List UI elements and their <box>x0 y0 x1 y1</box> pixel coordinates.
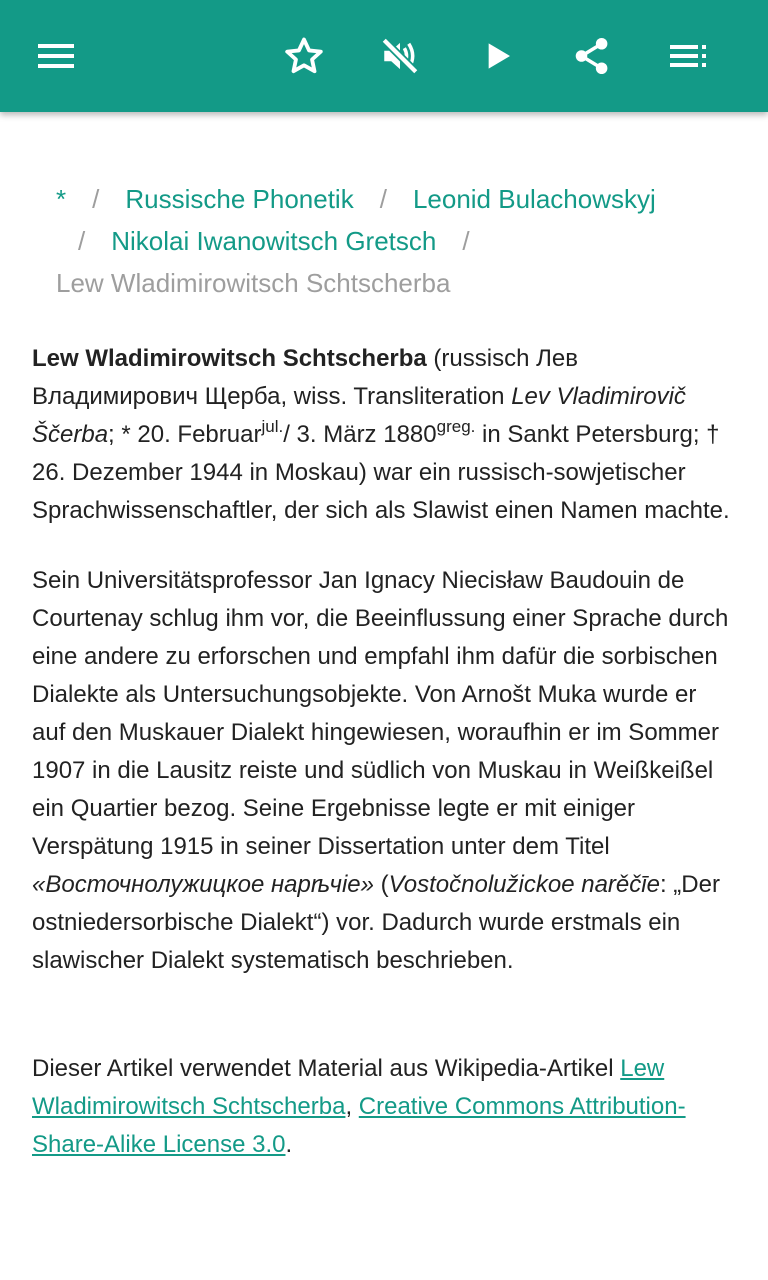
article-body <box>32 340 736 1164</box>
breadcrumb-separator: / <box>462 226 470 256</box>
share-button[interactable] <box>560 24 624 88</box>
text-run: , <box>345 1093 359 1120</box>
app-bar <box>0 0 768 112</box>
article-subject-name: Lew Wladimirowitsch Schtscherba <box>32 345 427 372</box>
text-run: Sein Universitätsprofessor Jan Ignacy Niecisław Baudouin de Courtenay schlug ihm vor, die Beeinflussung einer Sprache durch eine andere zu erforschen und empfahl ihm dafür die sorbischen Dialekte als Untersuchungsobjekte. Von Arnošt Muka wurde er auf den Muskauer Dialekt hingewiesen, woraufhin er im Sommer 1907 in die Lausitz reiste und südlich von Muskau in Weißkeißel ein Quartier bezog. Seine Ergebnisse legte er mit einiger Verspätung 1915 in seiner Dissertation unter dem Titel <box>32 567 729 860</box>
breadcrumb <box>56 178 736 304</box>
breadcrumb-home-link[interactable]: * <box>56 184 67 214</box>
dissertation-title-russian: «Восточнолужицкое нарѣчіе» <box>32 871 374 898</box>
julian-marker: jul. <box>261 417 284 436</box>
breadcrumb-separator: / <box>379 184 387 214</box>
menu-button[interactable] <box>24 24 88 88</box>
star-outline-icon <box>283 35 325 77</box>
text-run: in Sankt Petersburg; † 26. Dezember 1944 in Moskau) war ein russisch-sowjetischer Sprachwissenschaftler, der sich als Slawist einen Namen machte. <box>32 421 730 524</box>
article-attribution <box>32 1050 736 1164</box>
dissertation-title-transliteration: Vostočnolužickoe narěčīe <box>388 871 660 898</box>
breadcrumb-row <box>56 220 736 262</box>
text-run: Dieser Artikel verwendet Material aus Wikipedia-Artikel <box>32 1055 621 1082</box>
wikipedia-article-link[interactable]: Lew Wladimirowitsch Schtscherba <box>32 1055 665 1120</box>
gregorian-marker: greg. <box>436 417 476 436</box>
license-link[interactable]: Creative Commons Attribution-Share-Alike License 3.0 <box>32 1093 686 1158</box>
text-run: (russisch Лев Владимирович Щерба, wiss. Transliteration <box>32 345 578 410</box>
article-paragraph-intro <box>32 340 736 530</box>
transliteration: Lev Vladimirovič Ščerba <box>32 383 686 448</box>
breadcrumb-link-nikolai-gretsch[interactable]: Nikolai Iwanowitsch Gretsch <box>111 226 437 256</box>
text-run: . <box>285 1131 293 1158</box>
playlist-icon <box>668 43 708 69</box>
play-button[interactable] <box>466 24 530 88</box>
play-icon <box>482 40 514 72</box>
playlist-button[interactable] <box>656 24 720 88</box>
text-run: ; * 20. Februar <box>108 421 262 448</box>
breadcrumb-separator: / <box>92 184 100 214</box>
menu-icon <box>36 42 76 70</box>
favorite-button[interactable] <box>272 24 336 88</box>
breadcrumb-link-leonid-bulachowskyj[interactable]: Leonid Bulachowskyj <box>412 184 656 214</box>
breadcrumb-row <box>56 262 736 304</box>
article-paragraph-research <box>32 562 736 980</box>
volume-off-icon <box>379 35 421 77</box>
text-run: ( <box>374 871 389 898</box>
text-run: / 3. März 1880 <box>283 421 437 448</box>
text-run: : „Der ostniedersorbische Dialekt“) vor. Dadurch wurde erstmals ein slawischer Dialekt systematisch beschrieben. <box>32 871 720 974</box>
share-icon <box>571 35 613 77</box>
breadcrumb-link-russische-phonetik[interactable]: Russische Phonetik <box>125 184 354 214</box>
breadcrumb-current: Lew Wladimirowitsch Schtscherba <box>56 268 451 298</box>
breadcrumb-separator: / <box>78 226 86 256</box>
breadcrumb-row <box>56 178 736 220</box>
mute-button[interactable] <box>368 24 432 88</box>
